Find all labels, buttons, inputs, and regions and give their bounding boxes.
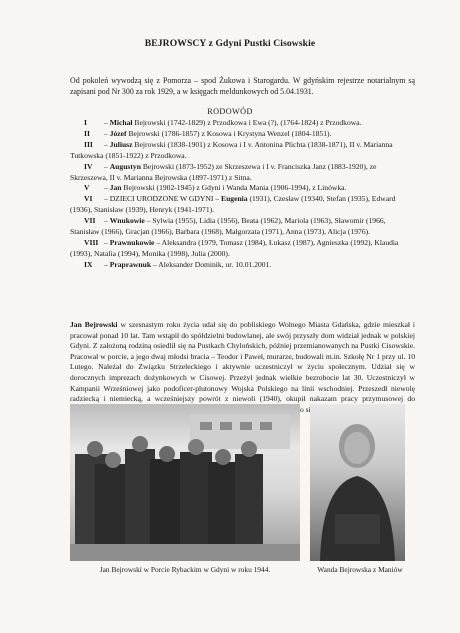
generation-name: Prawnukowie <box>109 237 155 247</box>
generation-number: IX <box>84 259 93 269</box>
generation-name: Augustyn <box>109 161 141 171</box>
portrait-photo-image <box>310 404 405 561</box>
generation-row <box>70 260 415 271</box>
generation-number: V <box>84 183 90 193</box>
generation-name: Wnukowie <box>109 216 145 226</box>
generation-lead: – <box>104 139 110 149</box>
generation-name: Praprawnuk <box>109 259 152 269</box>
generation-number: VI <box>84 194 93 204</box>
generation-number: III <box>84 139 93 149</box>
generation-lead: – <box>104 161 110 171</box>
generation-name: Michał <box>109 118 133 127</box>
story-text: w szesnastym roku życia udał się do pobliskiego Wolnego Miasta Gdańska, gdzie mieszkał i pracował ponad 10 lat. Tam wstąpił do spółdzielni budowlanej, ale swój przyszły dom widział jednak w polskiej Gdyni. Z założoną rodziną osiedlił się na Pustkach Chylońskich, później przemianowanych na Pustki Cisowskie. Pracował w porcie, a jego dwaj młodsi bracia – Teodor i Paweł, murarze, budowali m.in. Szkołę Nr 1 przy ul. 10 Lutego. Należał do Związku Strzeleckiego i aktywnie uczestniczył w życiu społecznym. Udział się w dorocznych imprezach dożynkowych w Cisowej. Przeżył jednak wielkie bezrobocie lat 30. Uczestniczył w Kampanii Wrześniowej jako podoficer-plutonowy Wojska Polskiego na linii wschodniej. Przeszedł niewolę radziecką i niemiecką, a wcześniejszy powrót z niewoli (1940), okupił nakazam pracy przymusowej do <box>70 320 415 404</box>
generation-row <box>70 118 415 129</box>
generation-row <box>70 194 415 216</box>
generation-lead: – DZIECI URODZONE W GDYNI – <box>104 194 221 204</box>
genealogy-list <box>70 118 415 271</box>
generation-number: VII <box>84 216 96 226</box>
generation-number: IV <box>84 161 93 171</box>
portrait-photo <box>310 404 405 561</box>
portrait-photo-caption: Wanda Bejrowska z Maniów <box>317 565 403 574</box>
generation-text: Bejrowski (1786-1857) z Kosowa i Krystyna Wenzel (1804-1851). <box>126 128 332 138</box>
generation-row <box>70 162 415 184</box>
generation-lead: – <box>104 216 110 226</box>
generation-text: Bejrowski (1902-1945) z Gdyni i Wanda Mania (1906-1994), z Linówka. <box>121 183 347 193</box>
generation-row <box>70 140 415 162</box>
generation-text: Bejrowski (1742-1829) z Przodkowa i Ewa (?), (1764-1824) z Przodkowa. <box>132 118 362 127</box>
generation-name: Juliusz <box>109 139 133 149</box>
generation-row <box>70 238 415 260</box>
generation-row <box>70 183 415 194</box>
group-photo <box>70 404 300 561</box>
group-photo-image <box>70 404 300 561</box>
story-paragraph <box>70 320 415 415</box>
generation-text: (1931), Czesław (19340, Stefan (1935), Edward (1936), Stanisław (1939), Henryk (1941-1971). <box>70 194 396 215</box>
genealogy-heading: RODOWÓD <box>207 107 253 116</box>
intro-paragraph: Od pokoleń wywodzą się z Pomorza – spod Żukowa i Starogardu. W gdyńskim rejestrze notarialnym są zapisani pod Nr 300 za rok 1929, a w księgach meldunkowych od 5.04.1931. <box>70 76 415 97</box>
generation-text: Bejrowski (1838-1901) z Kosowa i I v. Antonina Plichta (1838-1871), II v. Marianna Tutkowska (1851-1922) z Przodkowa. <box>70 139 393 160</box>
generation-row <box>70 129 415 140</box>
generation-lead: – <box>104 118 110 127</box>
generation-lead: – <box>104 128 110 138</box>
generation-text: – Aleksandra (1979, Tomasz (1984), Łukasz (1987), Agnieszka (1992), Klaudia (1993), Natalia (1994), Monika (1998), Julia (2000). <box>70 237 399 258</box>
generation-row <box>70 216 415 238</box>
generation-text: – Sylwia (1955), Lidia (1956), Beata (1962), Mariola (1963), Sławomir (1966, Stanisław (1966), Gracjan (1966), Barbara (1968), Małgorzata (1971), Anna (1973), Alicja (1976). <box>70 216 386 237</box>
story-name: Jan Bejrowski <box>70 320 118 329</box>
generation-text: – Aleksander Dominik, ur. 10.01.2001. <box>151 259 272 269</box>
generation-lead: – <box>104 237 110 247</box>
generation-number: VIII <box>84 237 99 247</box>
generation-lead: – <box>104 259 110 269</box>
generation-text: Bejrowski (1873-1952) ze Skrzeszewa i I v. Franciszka Janz (1883-1920), ze Skrzeszewa, II v. Marianna Bejrowska (1897-1971) z Sitna. <box>70 161 377 182</box>
generation-name: Jan <box>109 183 122 193</box>
group-photo-caption: Jan Bejrowski w Porcie Rybackim w Gdyni w roku 1944. <box>99 565 271 574</box>
document-title: BEJROWSCY z Gdyni Pustki Cisowskie <box>144 38 316 49</box>
generation-name: Józef <box>109 128 127 138</box>
generation-number: II <box>84 128 90 138</box>
generation-number: I <box>84 118 87 127</box>
generation-lead: – <box>104 183 110 193</box>
generation-name: Eugenia <box>221 194 248 204</box>
